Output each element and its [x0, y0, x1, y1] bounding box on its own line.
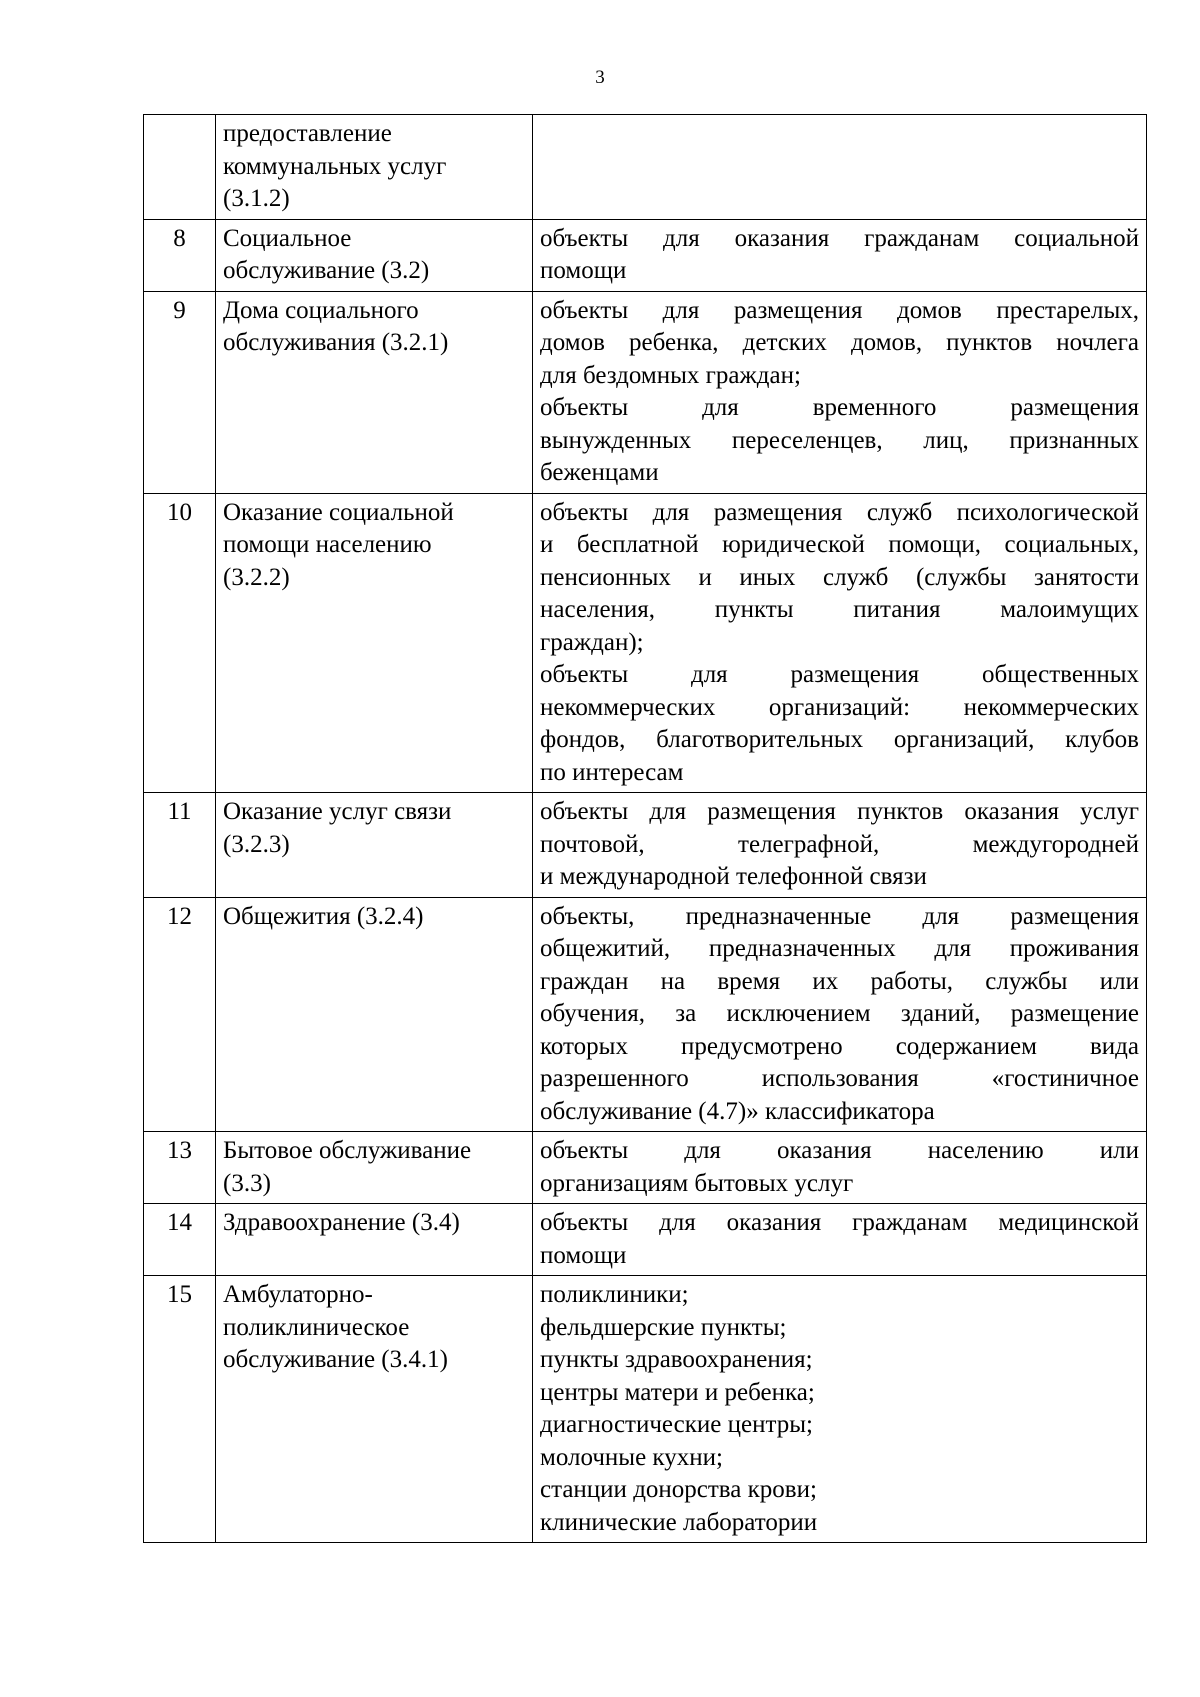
description-line: объекты для оказания гражданам социальной	[540, 224, 1139, 252]
description-line: домов ребенка, детских домов, пунктов ночлега	[540, 329, 1139, 356]
description-line: диагностические центры;	[540, 1411, 813, 1438]
row-number: 12	[144, 897, 216, 1132]
table-row	[144, 219, 1147, 291]
description-line: фельдшерские пункты;	[540, 1313, 787, 1341]
description-line: которых предусмотрено содержанием вида	[540, 1032, 1139, 1060]
land-use-name-line: Общежития (3.2.4)	[223, 902, 424, 930]
land-use-description-cell	[533, 1204, 1147, 1276]
description-line: некоммерческих организаций: некоммерческих	[540, 693, 1139, 721]
land-use-name-line: Дома социального	[223, 296, 419, 324]
description-line: помощи	[540, 257, 627, 284]
table-row	[144, 1132, 1147, 1204]
land-use-name-line: обслуживание (3.2)	[223, 257, 430, 284]
description-line: объекты для размещения служб психологической	[540, 498, 1139, 526]
description-item	[540, 223, 1139, 288]
page-number: 3	[595, 67, 605, 88]
description-line: населения, пункты питания малоимущих	[540, 596, 1139, 623]
table-row	[144, 493, 1147, 793]
description-line: поликлиники;	[540, 1281, 689, 1308]
land-use-name-line: Здравоохранение (3.4)	[223, 1209, 460, 1236]
row-number	[144, 115, 216, 220]
land-use-name-cell	[216, 1132, 533, 1204]
description-item	[540, 295, 1139, 393]
row-number: 11	[144, 793, 216, 898]
description-item	[540, 1344, 1139, 1377]
description-line: пункты здравоохранения;	[540, 1346, 813, 1373]
table-row	[144, 1276, 1147, 1543]
land-use-name-cell	[216, 115, 533, 220]
description-line: и бесплатной юридической помощи, социальных,	[540, 531, 1139, 558]
land-use-name-line: Бытовое обслуживание	[223, 1137, 472, 1164]
description-line: клинические лаборатории	[540, 1508, 818, 1536]
land-use-description-cell	[533, 493, 1147, 793]
table-body	[144, 115, 1147, 1543]
description-line: организациям бытовых услуг	[540, 1169, 854, 1197]
description-item	[540, 1507, 1139, 1540]
description-item	[540, 1377, 1139, 1410]
land-use-name-line: (3.2.2)	[223, 563, 290, 591]
description-line: граждан на время их работы, службы или	[540, 967, 1139, 995]
table-row	[144, 793, 1147, 898]
row-number: 8	[144, 219, 216, 291]
description-item	[540, 1135, 1139, 1200]
land-use-name-line: предоставление	[223, 120, 392, 147]
description-line: граждан);	[540, 628, 644, 656]
land-use-name-cell	[216, 1204, 533, 1276]
land-use-description-cell	[533, 793, 1147, 898]
land-use-description-cell	[533, 115, 1147, 220]
row-number: 14	[144, 1204, 216, 1276]
description-line: объекты для размещения домов престарелых,	[540, 296, 1139, 324]
land-use-description-cell	[533, 1132, 1147, 1204]
row-number: 9	[144, 291, 216, 493]
row-number: 15	[144, 1276, 216, 1543]
description-item	[540, 1279, 1139, 1312]
description-line: и международной телефонной связи	[540, 863, 927, 890]
land-use-name-line: (3.1.2)	[223, 185, 290, 212]
description-line: молочные кухни;	[540, 1443, 723, 1471]
land-use-name-line: Социальное	[223, 224, 352, 252]
land-use-name-cell	[216, 793, 533, 898]
land-use-name-cell	[216, 219, 533, 291]
description-line: пенсионных и иных служб (службы занятости	[540, 563, 1139, 591]
description-line: объекты для временного размещения	[540, 394, 1139, 421]
description-item	[540, 1442, 1139, 1475]
land-use-name-line: Оказание социальной	[223, 498, 454, 526]
description-line: вынужденных переселенцев, лиц, признанных	[540, 426, 1139, 454]
description-line: объекты для оказания гражданам медицинской	[540, 1209, 1139, 1236]
description-line: обучения, за исключением зданий, размещение	[540, 1000, 1139, 1027]
description-line: станции донорства крови;	[540, 1476, 817, 1503]
table-row	[144, 115, 1147, 220]
description-line: общежитий, предназначенных для проживания	[540, 935, 1139, 962]
land-use-description-cell	[533, 291, 1147, 493]
description-item	[540, 901, 1139, 1129]
land-use-name-line: помощи населению	[223, 531, 432, 558]
table-row	[144, 291, 1147, 493]
description-line: беженцами	[540, 459, 659, 486]
description-line: центры матери и ребенка;	[540, 1378, 815, 1406]
table-row	[144, 1204, 1147, 1276]
description-line: по интересам	[540, 758, 684, 786]
description-item	[540, 497, 1139, 660]
description-item	[540, 659, 1139, 789]
description-line: объекты для размещения общественных	[540, 661, 1139, 688]
land-use-description-cell	[533, 897, 1147, 1132]
land-use-description-cell	[533, 219, 1147, 291]
land-use-name-cell	[216, 493, 533, 793]
land-use-name-cell	[216, 291, 533, 493]
description-line: объекты для размещения пунктов оказания услуг	[540, 798, 1139, 825]
table-row	[144, 897, 1147, 1132]
row-number: 13	[144, 1132, 216, 1204]
description-item	[540, 1409, 1139, 1442]
land-use-table	[143, 114, 1147, 1543]
land-use-name-line: (3.2.3)	[223, 830, 290, 858]
description-item	[540, 1207, 1139, 1272]
description-line: разрешенного использования «гостиничное	[540, 1065, 1139, 1092]
land-use-name-line: коммунальных услуг	[223, 152, 447, 180]
land-use-name-line: Амбулаторно-	[223, 1281, 373, 1308]
description-item	[540, 796, 1139, 894]
land-use-name-line: обслуживания (3.2.1)	[223, 329, 449, 356]
description-line: объекты для оказания населению или	[540, 1137, 1139, 1164]
land-use-name-cell	[216, 897, 533, 1132]
description-line: фондов, благотворительных организаций, клубов	[540, 726, 1139, 753]
description-line: объекты, предназначенные для размещения	[540, 902, 1139, 930]
description-line: обслуживание (4.7)» классификатора	[540, 1097, 935, 1125]
land-use-description-cell	[533, 1276, 1147, 1543]
description-item	[540, 392, 1139, 490]
land-use-name-line: (3.3)	[223, 1169, 271, 1197]
description-line: для бездомных граждан;	[540, 361, 801, 389]
land-use-name-line: поликлиническое	[223, 1313, 410, 1341]
land-use-name-cell	[216, 1276, 533, 1543]
land-use-name-line: Оказание услуг связи	[223, 798, 452, 825]
land-use-name-line: обслуживание (3.4.1)	[223, 1346, 448, 1373]
description-item	[540, 1312, 1139, 1345]
description-line: помощи	[540, 1241, 627, 1269]
description-line: почтовой, телеграфной, междугородней	[540, 830, 1139, 858]
description-item	[540, 1474, 1139, 1507]
row-number: 10	[144, 493, 216, 793]
